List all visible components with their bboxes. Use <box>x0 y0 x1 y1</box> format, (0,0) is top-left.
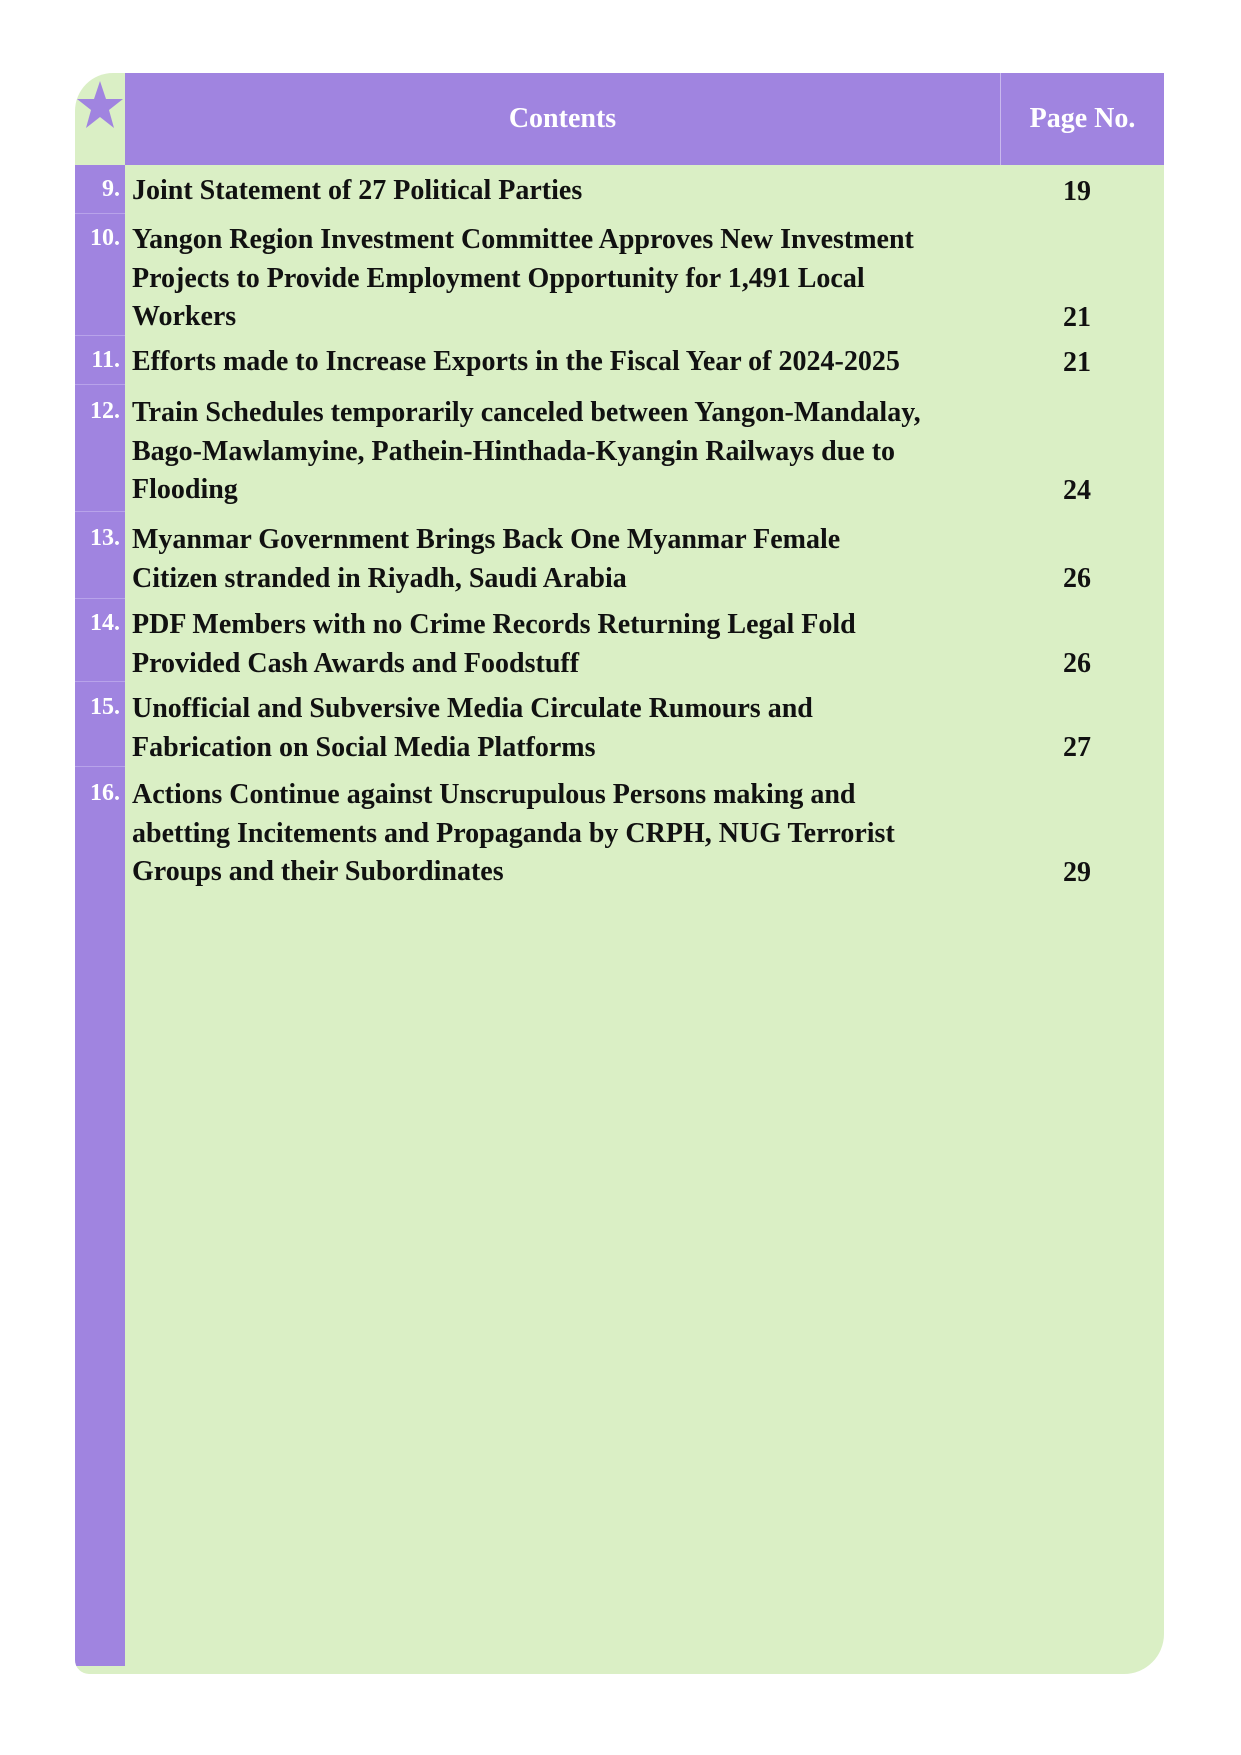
toc-entry[interactable] <box>75 394 1164 510</box>
page-no-heading: Page No. <box>1029 103 1136 134</box>
entry-title-line: Bago-Mawlamyine, Pathein-Hinthada-Kyangin Railways due to <box>132 435 896 467</box>
number-column <box>75 165 125 1666</box>
entry-title-line: Workers <box>132 301 237 332</box>
entry-page-number: 21 <box>1063 346 1091 378</box>
entry-title-line: abetting Incitements and Propaganda by CRPH, NUG Terrorist <box>132 817 895 849</box>
entry-title-line: Fabrication on Social Media Platforms <box>132 731 596 763</box>
entry-number: 16. <box>90 780 120 806</box>
entry-page-number: 19 <box>1063 175 1091 207</box>
entry-title <box>132 690 967 767</box>
row-separator <box>75 511 125 512</box>
entry-title-line: Unofficial and Subversive Media Circulate Rumours and <box>132 693 813 724</box>
entry-title <box>132 606 967 683</box>
entry-title-line: Actions Continue against Unscrupulous Persons making and <box>132 779 856 810</box>
toc-entry[interactable] <box>75 221 1164 337</box>
entry-title-line: Joint Statement of 27 Political Parties <box>132 175 583 206</box>
entry-title-line: Yangon Region Investment Committee Approves New Investment <box>132 224 914 255</box>
entry-title-line: Flooding <box>132 474 238 505</box>
entry-number: 13. <box>90 525 120 551</box>
entry-page-number: 27 <box>1063 731 1091 763</box>
entry-title-line: Train Schedules temporarily canceled between Yangon-Mandalay, <box>132 397 921 428</box>
entry-page-number: 21 <box>1063 301 1091 333</box>
toc-panel <box>75 73 1164 1674</box>
entry-title-line: Efforts made to Increase Exports in the Fiscal Year of 2024-2025 <box>132 346 900 377</box>
entry-title <box>132 221 967 337</box>
entry-title-line: Provided Cash Awards and Foodstuff <box>132 647 580 679</box>
entry-number: 14. <box>90 610 120 636</box>
entry-title-line: Myanmar Government Brings Back One Myanmar Female <box>132 524 841 555</box>
entry-title-line: Projects to Provide Employment Opportunity for 1,491 Local <box>132 262 865 294</box>
star-icon <box>77 79 123 131</box>
toc-entry[interactable] <box>75 776 1164 892</box>
entry-title <box>132 172 967 211</box>
entry-page-number: 26 <box>1063 647 1091 679</box>
entry-page-number: 26 <box>1063 562 1091 594</box>
entry-number: 15. <box>90 694 120 720</box>
row-separator <box>75 598 125 599</box>
toc-entry[interactable] <box>75 521 1164 598</box>
entry-title-line: Groups and their Subordinates <box>132 856 504 887</box>
entry-title-line: PDF Members with no Crime Records Returning Legal Fold <box>132 609 856 640</box>
entry-title <box>132 776 967 892</box>
toc-entry[interactable] <box>75 172 1164 211</box>
toc-entry[interactable] <box>75 606 1164 683</box>
toc-entry[interactable] <box>75 690 1164 767</box>
contents-heading: Contents <box>508 103 617 134</box>
entry-number: 10. <box>90 225 120 251</box>
entry-title-line: Citizen stranded in Riyadh, Saudi Arabia <box>132 562 627 594</box>
entry-title <box>132 343 967 382</box>
entry-number: 11. <box>91 347 120 373</box>
entry-title <box>132 521 967 598</box>
entry-number: 12. <box>90 398 120 424</box>
row-separator <box>75 384 125 385</box>
row-separator <box>75 213 125 214</box>
entry-title <box>132 394 967 510</box>
entry-number: 9. <box>102 176 120 202</box>
entry-page-number: 29 <box>1063 856 1091 888</box>
toc-entry[interactable] <box>75 343 1164 382</box>
entry-page-number: 24 <box>1063 474 1091 506</box>
